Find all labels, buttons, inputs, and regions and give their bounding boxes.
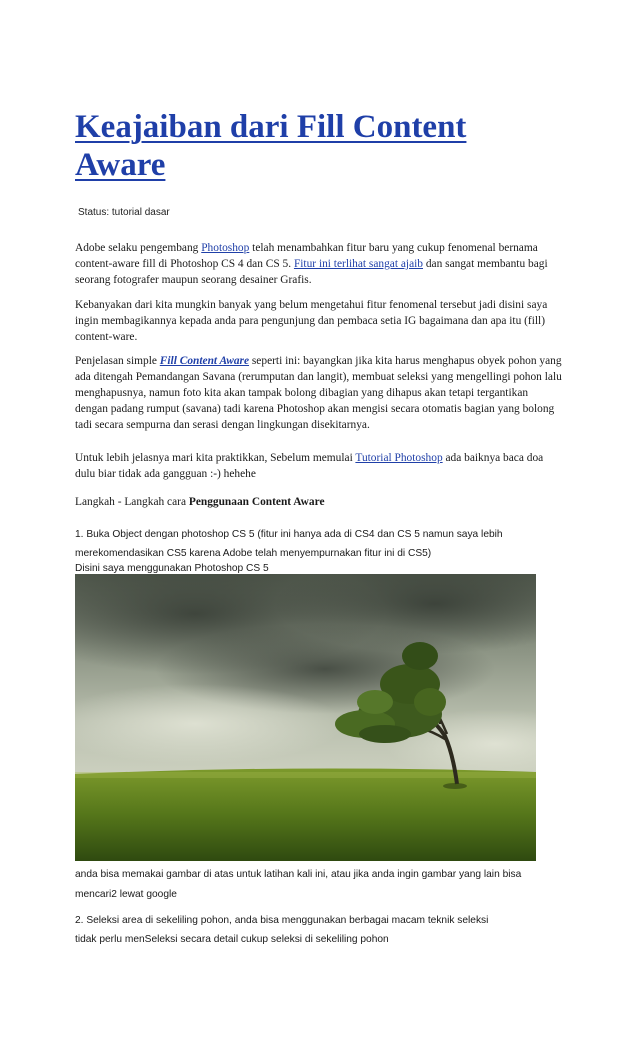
paragraph-intro [75, 240, 563, 288]
paragraph-practice [75, 450, 563, 482]
step-2-line-1: 2. Seleksi area di sekeliling pohon, anda bisa menggunakan berbagai macam teknik seleksi [75, 915, 489, 926]
tutorial-photoshop-link[interactable]: Tutorial Photoshop [355, 452, 443, 464]
article-title-link[interactable]: Keajaiban dari Fill Content Aware [75, 109, 467, 183]
paragraph-explanation [75, 353, 563, 433]
intro-text-mid: telah menambahkan fitur baru yang cukup fenomenal bernama content-aware fill di Photoshop CS 4 dan CS 5. [75, 242, 538, 270]
paragraph-steps-heading [75, 494, 563, 510]
step-2-line-2: tidak perlu menSeleksi secara detail cukup seleksi di sekeliling pohon [75, 934, 389, 945]
step-2 [75, 911, 563, 948]
steps-heading-prefix: Langkah - Langkah cara [75, 496, 189, 508]
step-1-line-3: Disini saya menggunakan Photoshop CS 5 [75, 563, 269, 574]
fill-content-aware-link[interactable]: Fill Content Aware [159, 355, 250, 367]
practice-text-before: Untuk lebih jelasnya mari kita praktikkan, Sebelum memulai [75, 452, 356, 464]
paragraph-unknown-feature: Kebanyakan dari kita mungkin banyak yang belum mengetahui fitur fenomenal tersebut jadi disini saya ingin membagikannya kepada anda para pengunjung dan pembaca setia IG bagaimana dan apa itu (fill) content-ware. [75, 299, 548, 343]
caption-line-1: anda bisa memakai gambar di atas untuk latihan kali ini, atau jika anda ingin gambar yang lain bisa [75, 869, 522, 880]
step-1-line-1: 1. Buka Object dengan photoshop CS 5 (fitur ini hanya ada di CS4 dan CS 5 namun saya lebih [75, 529, 503, 540]
explanation-text-before: Penjelasan simple [75, 355, 160, 367]
intro-text-before: Adobe selaku pengembang [75, 242, 202, 254]
practice-text-after: ada baiknya baca doa dulu biar tidak ada gangguan :-) hehehe [75, 452, 544, 480]
caption-line-2: mencari2 lewat google [75, 889, 177, 900]
explanation-text-after: seperti ini: bayangkan jika kita harus menghapus obyek pohon yang ada ditengah Pemandangan Savana (rerumputan dan langit), membuat seleksi yang mengellingi pohon lalu menghapusnya, namun foto kita akan tampak bolong dibagian yang dihapus akan tetapi tergantikan dengan padang rumput (savana) tadi karena Photoshop akan mengisi secara otomatis bagian yang bolong tadi secara sempurna dan serasi dengan lingkungan disekitarnya. [75, 355, 562, 431]
step-1-line-2: merekomendasikan CS5 karena Adobe telah menyempurnakan fitur ini di CS5) [75, 548, 432, 559]
image-caption [75, 865, 563, 905]
feature-magic-link[interactable]: Fitur ini terlihat sangat ajaib [293, 258, 423, 270]
status-label: Status: tutorial dasar [78, 207, 170, 218]
step-1 [75, 525, 563, 575]
tree-savanna-photo [75, 574, 536, 861]
steps-heading-bold: Penggunaan Content Aware [188, 496, 325, 508]
photoshop-link[interactable]: Photoshop [201, 242, 250, 254]
intro-text-after: dan sangat membantu bagi seorang fotografer maupun seorang desainer Grafis. [75, 258, 548, 286]
